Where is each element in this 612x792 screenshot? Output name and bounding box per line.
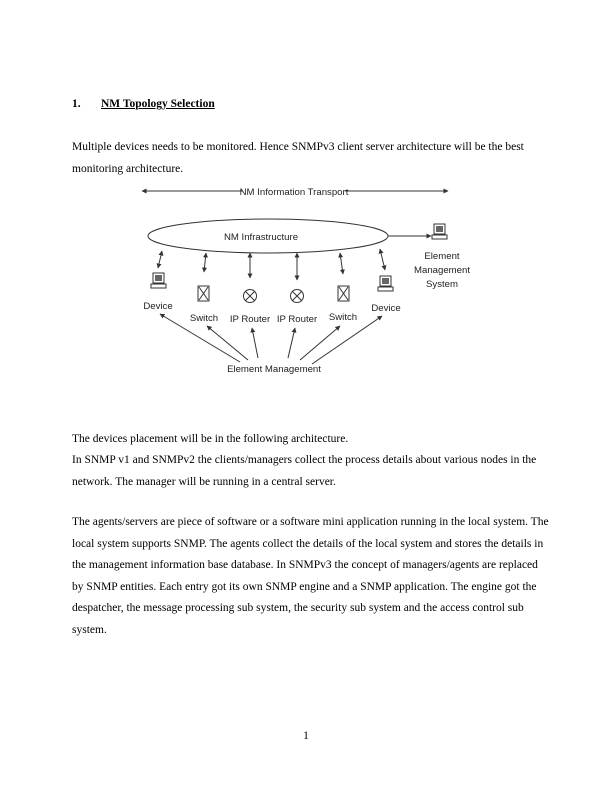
node-label: Device <box>371 303 401 314</box>
device-icon <box>151 273 166 288</box>
node-label: Device <box>143 301 173 312</box>
section-heading <box>72 98 215 110</box>
intro-paragraph: Multiple devices needs to be monitored. Hence SNMPv3 client server architecture will be the best monitoring architecture. <box>72 141 524 175</box>
transport-label: NM Information Transport <box>239 187 349 198</box>
switch-icon <box>338 286 349 301</box>
snmp-v1-v2-paragraph: In SNMP v1 and SNMPv2 the clients/managers collect the process details about various nodes in the network. The manager will be running in a central server. <box>72 454 537 488</box>
element-management-label: Element Management <box>227 364 321 375</box>
node-link <box>380 249 385 270</box>
node-label: Switch <box>328 312 358 323</box>
ems-label-line3: System <box>426 279 458 290</box>
node-link <box>340 253 343 274</box>
node-label: IP Router <box>276 314 318 325</box>
node-link <box>204 253 206 272</box>
infrastructure-label: NM Infrastructure <box>223 232 299 243</box>
page-number: 1 <box>303 730 309 742</box>
ems-computer-icon <box>432 224 447 239</box>
section-number: 1. <box>72 98 81 110</box>
section-title: NM Topology Selection <box>101 98 215 110</box>
node-link <box>158 251 162 268</box>
node-label: IP Router <box>229 314 271 325</box>
nm-topology-diagram <box>140 176 480 381</box>
mgmt-arrow <box>312 316 382 364</box>
agents-paragraph: The agents/servers are piece of software or a software mini application running in the local system. The local system supports SNMP. The agents collect the details of the local system and stores the details in the management information base database. In SNMPv3 the concept of managers/agents are replaced by SNMP entities. Each entry got its own SNMP engine and a SNMP application. The engine got the despatcher, the message processing sub system, the security sub system and the access control sub system. <box>72 516 549 636</box>
ems-label-line1: Element <box>424 251 460 262</box>
ems-label-line2: Management <box>414 265 470 276</box>
mgmt-arrow <box>288 328 295 358</box>
device-icon <box>378 276 393 291</box>
router-icon <box>244 290 257 303</box>
mgmt-arrow <box>252 328 258 358</box>
placement-paragraph: The devices placement will be in the following architecture. <box>72 433 349 445</box>
router-icon <box>291 290 304 303</box>
node-label: Switch <box>189 313 219 324</box>
switch-icon <box>198 286 209 301</box>
mgmt-arrow <box>300 326 340 360</box>
